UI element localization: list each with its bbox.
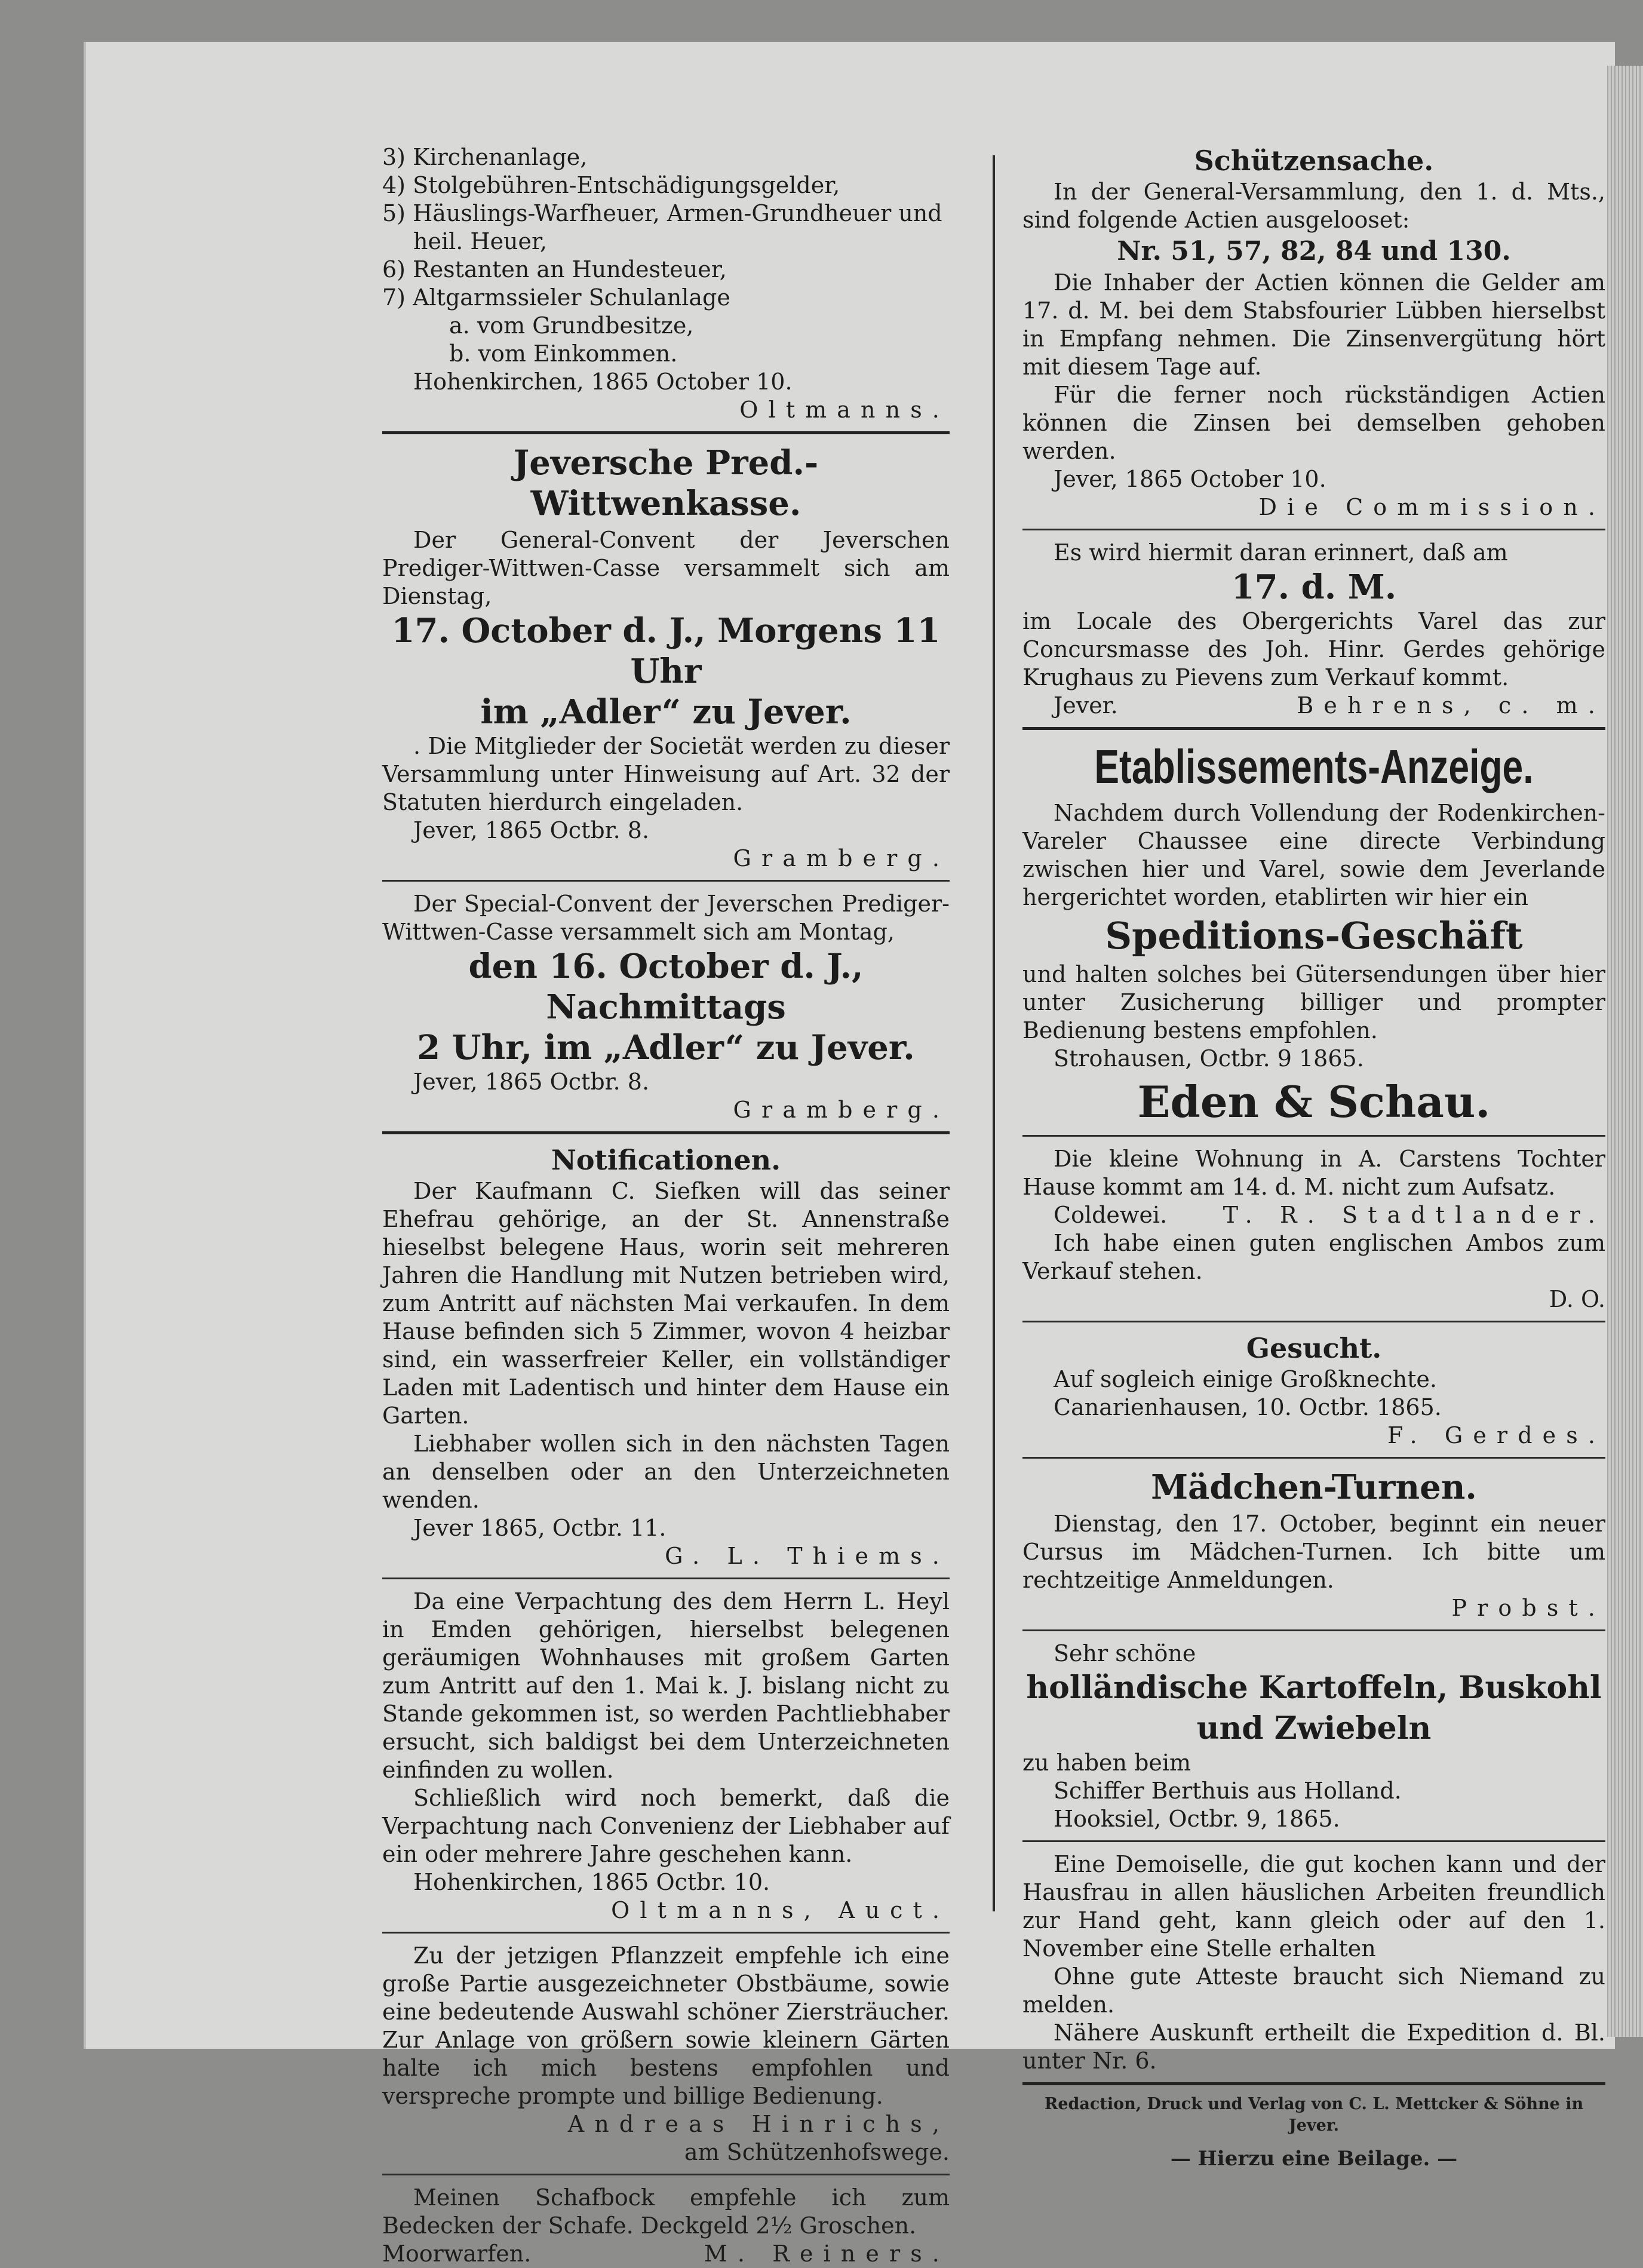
turnen-text: Dienstag, den 17. October, beginnt ein neuer Cursus im Mädchen-Turnen. Ich bitte um rechtzeitige Anmeldungen.: [1022, 1511, 1605, 1593]
left-column: [382, 143, 950, 2268]
krughaus-text: im Locale des Obergerichts Varel das zur Concursmasse des Joh. Hinr. Gerdes gehörige Krughaus zu Pievens zum Verkauf kommt.: [1022, 608, 1605, 690]
place-date: Hooksiel, Octbr. 9, 1865.: [1054, 1806, 1340, 1832]
speditions-heading: Speditions-Geschäft: [1105, 914, 1523, 957]
signature: Die Commission.: [1258, 494, 1605, 520]
list-item: 7) Altgarmssieler Schulanlage: [382, 284, 730, 311]
list-item: 5) Häuslings-Warfheuer, Armen-Grundheuer und heil. Heuer,: [382, 200, 942, 254]
demoiselle-text: Nähere Auskunft ertheilt die Expedition d. Bl. unter Nr. 6.: [1022, 2020, 1605, 2074]
krughaus-footer: [1022, 692, 1605, 720]
witwenkasse-date-line: 17. October d. J., Morgens 11 Uhr: [391, 611, 941, 691]
verpachtung-text: Da eine Verpachtung des dem Herrn L. Heyl in Emden gehörigen, hierselbst belegenen geräumigen Wohnhauses mit großem Garten zum Antritt auf den 1. Mai k. J. bislang nicht zu Stande gekommen ist, so werden Pachtliebhaber ersucht, sich baldigst bei dem Unterzeichneten einfinden zu wollen.: [382, 1588, 950, 1783]
list-subitem: b. vom Einkommen.: [449, 340, 678, 367]
signature: Probst.: [1451, 1595, 1605, 1621]
signature: F. Gerdes.: [1387, 1422, 1605, 1448]
section-rule: [382, 1131, 950, 1134]
list-item: 3) Kirchenanlage,: [382, 144, 588, 170]
drawn-numbers: Nr. 51, 57, 82, 84 und 130.: [1117, 236, 1511, 266]
place-date: Jever, 1865 Octbr. 8.: [413, 1069, 650, 1095]
kartoffeln-text: Sehr schöne: [1054, 1640, 1196, 1667]
special-convent-date-line: den 16. October d. J., Nachmittags: [468, 947, 864, 1027]
special-convent-place-line: 2 Uhr, im „Adler“ zu Jever.: [417, 1028, 915, 1067]
schuetzensache-text: Die Inhaber der Actien können die Gelder am 17. d. M. bei dem Stabsfourier Lübben hierselbst in Empfang nehmen. Die Zinsenvergütung hört mit diesem Tage auf.: [1022, 269, 1605, 380]
schuetzensache-heading: Schützensache.: [1194, 145, 1434, 177]
schafbock-footer: [382, 2240, 950, 2268]
kartoffeln-heading: holländische Kartoffeln, Buskohl: [1026, 1669, 1602, 1706]
list-item: 6) Restanten an Hundesteuer,: [382, 256, 727, 283]
signature: Gramberg.: [733, 1097, 950, 1123]
schuetzensache-text: In der General-Versammlung, den 1. d. Mts., sind folgende Actien ausgelooset:: [1022, 179, 1605, 233]
signature: D. O.: [1549, 1286, 1605, 1312]
gesucht-heading: Gesucht.: [1246, 1332, 1382, 1364]
place: Coldewei.: [1054, 1202, 1168, 1228]
place-date: Jever, 1865 October 10.: [1054, 466, 1326, 492]
ambos-text: Ich habe einen guten englischen Ambos zum Verkauf stehen.: [1022, 1230, 1605, 1284]
witwenkasse-text: . Die Mitglieder der Societät werden zu dieser Versammlung unter Hinweisung auf Art. 32 der Statuten hierdurch eingeladen.: [382, 733, 950, 815]
facing-page-edge: [1607, 66, 1643, 2037]
kartoffeln-text: zu haben beim: [1022, 1750, 1191, 1776]
section-rule: [382, 2174, 950, 2175]
verpachtung-text: Schließlich wird noch bemerkt, daß die Verpachtung nach Convenienz der Liebhaber auf ein oder mehrere Jahre geschehen kann.: [382, 1785, 950, 1867]
wohnung-text: Die kleine Wohnung in A. Carstens Tochter Hause kommt am 14. d. M. nicht zum Aufsatz.: [1022, 1146, 1605, 1200]
krughaus-date: 17. d. M.: [1231, 567, 1397, 607]
signature: Andreas Hinrichs,: [567, 2111, 950, 2137]
etablissements-text: Nachdem durch Vollendung der Rodenkirchen-Vareler Chaussee eine directe Verbindung zwischen hier und Varel, sowie dem Jeverlande hergerichtet worden, etablirten wir hier ein: [1022, 800, 1605, 910]
section-rule: [1022, 727, 1605, 730]
place-date: Canarienhausen, 10. Octbr. 1865.: [1054, 1394, 1442, 1420]
place-date: Strohausen, Octbr. 9 1865.: [1054, 1045, 1364, 1072]
place-date: Hohenkirchen, 1865 Octbr. 10.: [413, 1869, 770, 1895]
schuetzensache-text: Für die ferner noch rückständigen Actien können die Zinsen bei demselben gehoben werden.: [1022, 382, 1605, 464]
obstbaeume-text: Zu der jetzigen Pflanzzeit empfehle ich eine große Partie ausgezeichneter Obstbäume, sowie eine bedeutende Auswahl schöner Ziersträucher. Zur Anlage von größern sowie kleinern Gärten halte ich mich bestens empfohlen und verspreche prompte und billige Bedienung.: [382, 1942, 950, 2109]
special-convent-text: Der Special-Convent der Jeverschen Prediger-Wittwen-Casse versammelt sich am Montag,: [382, 891, 950, 945]
section-rule: [382, 431, 950, 434]
notificationen-heading: Notificationen.: [551, 1144, 781, 1176]
section-rule: [1022, 2082, 1605, 2085]
right-column: [1022, 143, 1605, 2173]
signature: G. L. Thiems.: [665, 1543, 950, 1569]
witwenkasse-place-line: im „Adler“ zu Jever.: [480, 692, 852, 732]
etablissements-text: und halten solches bei Gütersendungen über hier unter Zusicherung billiger und prompter Bedienung bestens empfohlen.: [1022, 961, 1605, 1044]
signature: Oltmanns.: [739, 397, 950, 423]
signature: M. Reiners.: [704, 2241, 950, 2267]
section-rule: [1022, 529, 1605, 530]
etablissements-heading: Etablissements-Anzeige.: [1094, 740, 1534, 793]
section-rule: [382, 1578, 950, 1579]
place-date: Jever 1865, Octbr. 11.: [413, 1515, 667, 1541]
column-divider: [993, 155, 995, 1911]
schafbock-text: Meinen Schafbock empfehle ich zum Bedecken der Schafe. Deckgeld 2½ Groschen.: [382, 2184, 950, 2239]
place-date: Hohenkirchen, 1865 October 10.: [413, 369, 793, 395]
section-rule: [1022, 1629, 1605, 1631]
section-rule: [382, 1932, 950, 1934]
signature: Gramberg.: [733, 845, 950, 871]
beilage-note: — Hierzu eine Beilage. —: [1170, 2147, 1458, 2171]
wohnung-footer: [1022, 1201, 1605, 1229]
signature: T. R. Stadtlander.: [1223, 1202, 1605, 1228]
section-rule: [382, 880, 950, 882]
signature-address: am Schützenhofswege.: [684, 2139, 950, 2165]
signature: Behrens, c. m.: [1297, 692, 1605, 719]
section-rule: [1022, 1457, 1605, 1459]
list-subitem: a. vom Grundbesitze,: [449, 312, 694, 339]
kartoffeln-heading: und Zwiebeln: [1196, 1710, 1432, 1747]
section-rule: [1022, 1321, 1605, 1322]
place-date: Jever, 1865 Octbr. 8.: [413, 817, 650, 843]
notification-text: Der Kaufmann C. Siefken will das seiner Ehefrau gehörige, an der St. Annenstraße hieselbst belegene Haus, worin seit mehreren Jahren die Handlung mit Nutzen betrieben wird, zum Antritt auf nächsten Mai verkaufen. In dem Hause befinden sich 5 Zimmer, wovon 4 heizbar sind, ein wasserfreier Keller, ein vollständiger Laden mit Ladentisch und hinter dem Hause ein Garten.: [382, 1178, 950, 1429]
imprint: Redaction, Druck und Verlag von C. L. Mettcker & Söhne in Jever.: [1044, 2095, 1584, 2135]
turnen-heading: Mädchen-Turnen.: [1151, 1468, 1477, 1507]
kartoffeln-seller: Schiffer Berthuis aus Holland.: [1054, 1778, 1402, 1804]
place: Jever.: [1054, 692, 1118, 719]
demoiselle-text: Ohne gute Atteste braucht sich Niemand zu melden.: [1022, 1963, 1605, 2018]
section-rule: [1022, 1840, 1605, 1842]
list-item: 4) Stolgebühren-Entschädigungsgelder,: [382, 172, 840, 198]
notification-text: Liebhaber wollen sich in den nächsten Tagen an denselben oder an den Unterzeichneten wenden.: [382, 1431, 950, 1513]
section-rule: [1022, 1135, 1605, 1137]
demoiselle-text: Eine Demoiselle, die gut kochen kann und der Hausfrau in allen häuslichen Arbeiten freundlich zur Hand geht, kann gleich oder auf den 1. November eine Stelle erhalten: [1022, 1851, 1605, 1962]
gesucht-text: Auf sogleich einige Großknechte.: [1054, 1366, 1437, 1392]
tax-list: [382, 143, 950, 396]
place: Moorwarfen.: [382, 2241, 532, 2267]
signature: Oltmanns, Auct.: [611, 1897, 950, 1923]
krughaus-text: Es wird hiermit daran erinnert, daß am: [1054, 539, 1508, 566]
witwenkasse-text: Der General-Convent der Jeverschen Prediger-Wittwen-Casse versammelt sich am Dienstag,: [382, 527, 950, 609]
firm-name: Eden & Schau.: [1137, 1076, 1491, 1127]
witwenkasse-heading: Jeversche Pred.-Wittwenkasse.: [513, 443, 819, 523]
